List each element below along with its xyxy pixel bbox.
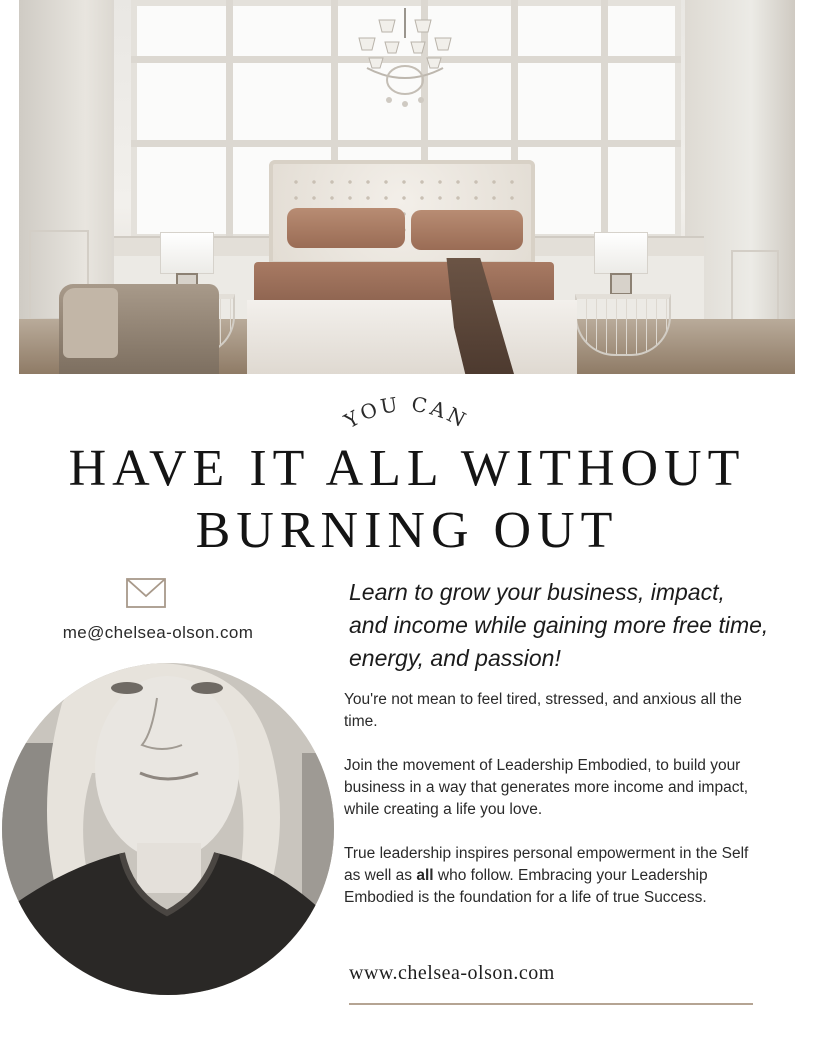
tagline: Learn to grow your business, impact, and income while gaining more free time, energy, and passion! xyxy=(349,579,769,671)
email-link[interactable]: me@chelsea-olson.com xyxy=(62,623,254,642)
svg-text:YOU CAN xyxy=(339,392,472,434)
lamp-shade xyxy=(161,233,213,273)
website-link[interactable]: www.chelsea-olson.com xyxy=(349,962,555,984)
paragraph-3 xyxy=(344,843,756,909)
hero-bedroom-photo xyxy=(19,0,795,374)
paragraph-1: You're not mean to feel tired, stressed, and anxious all the time. xyxy=(344,691,742,730)
title-line-1: HAVE IT ALL WITHOUT xyxy=(68,440,746,497)
lamp-shade xyxy=(595,233,647,273)
page-title xyxy=(0,438,814,562)
title-line-2: BURNING OUT xyxy=(195,502,619,559)
lamp-base xyxy=(610,273,632,295)
kicker-you-can xyxy=(330,386,480,436)
paragraph-3-emphasis: all xyxy=(416,867,434,884)
pillow xyxy=(287,208,405,248)
paragraph-3-start: True leadership inspires personal empowerment in the Self as well as xyxy=(344,845,749,884)
bed-frame xyxy=(247,300,577,374)
kicker-text: YOU CAN xyxy=(340,391,473,434)
portrait-photo xyxy=(2,663,334,995)
chandelier-icon xyxy=(349,8,461,108)
portrait-illustration xyxy=(2,663,334,995)
envelope-icon xyxy=(126,578,166,608)
paragraph-2: Join the movement of Leadership Embodied, to build your business in a way that generates more income and impact, while creating a life you love. xyxy=(344,757,749,818)
paragraph-3-end: who follow. Embracing your Leadership Embodied is the foundation for a life of true Success. xyxy=(344,867,708,906)
armchair-back xyxy=(63,288,118,358)
mattress xyxy=(254,262,554,304)
side-table xyxy=(575,294,671,356)
divider xyxy=(349,1003,753,1005)
wall-panel xyxy=(731,250,779,330)
pillow xyxy=(411,210,523,250)
